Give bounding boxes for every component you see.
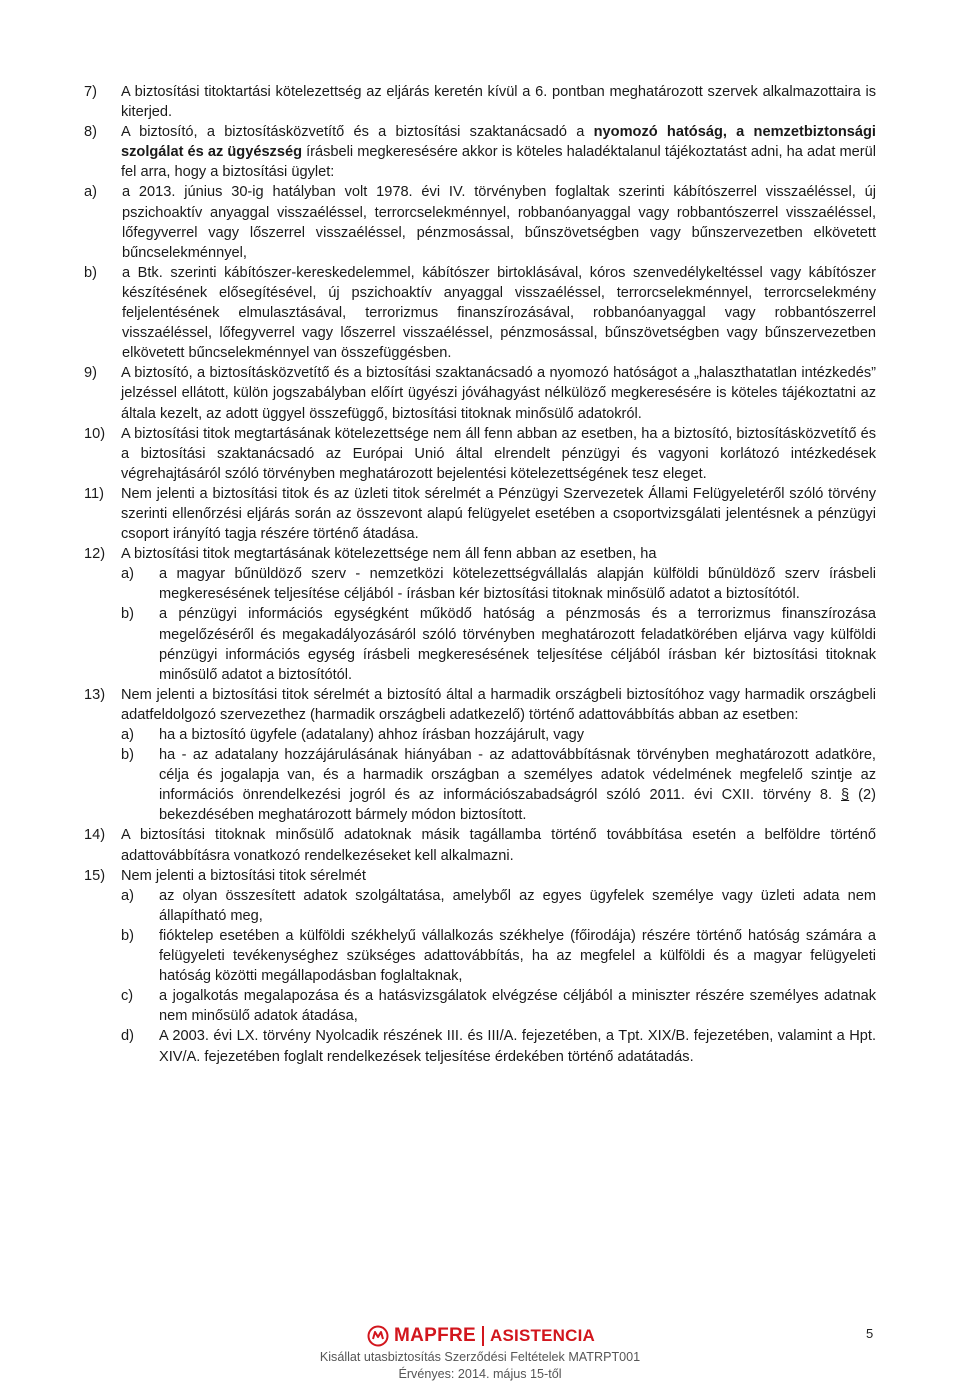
subclause: [121, 986, 876, 1026]
subclause-letter: d): [121, 1028, 134, 1045]
clause-7: [84, 82, 876, 122]
clause-text: A biztosítási titok megtartásának kötelezettsége nem áll fenn abban az esetben, ha a biztosító, biztosításközvetítő és a biztosítási szaktanácsadó az Európai Unió által elrendelt pénzügyi és vagyoni korlátozó intézkedések végrehajtásáról szóló törvényben meghatározott bejelentési kötelezettségének tesz eleget.: [121, 425, 876, 482]
subclause: [121, 886, 876, 926]
subclause-letter: a): [84, 184, 97, 201]
subclause: [121, 745, 876, 825]
brand-primary: MAPFRE: [394, 1324, 477, 1346]
clause-intro: Nem jelenti a biztosítási titok sérelmét: [121, 867, 366, 884]
footer-document-title: Kisállat utasbiztosítás Szerződési Feltételek MATRPT001: [319, 1350, 641, 1364]
clause-8: [84, 122, 876, 363]
clause-intro: Nem jelenti a biztosítási titok sérelmét a biztosító által a harmadik országbeli biztosítóhoz vagy harmadik országbeli adatfeldolgozó szervezethez (harmadik országbeli adatkezelő) történő adattovábbítás abban az esetben:: [121, 686, 876, 723]
subclause: [84, 263, 876, 363]
subclause: [84, 182, 876, 262]
subclause: [121, 1026, 876, 1066]
clause-15: [84, 866, 876, 1067]
clause-intro-text: írásbeli megkeresésére akkor is köteles haladéktalanul tájékoztatást adni, ha adat merül fel arra, hogy a biztosítási ügylet:: [121, 144, 876, 181]
clause-intro-bold: nyomozó hatóság, a nemzetbiztonsági szolgálat és az ügyészség: [121, 124, 876, 161]
clause-number: 15): [84, 867, 106, 884]
brand-divider: [482, 1326, 484, 1346]
clause-number: 13): [84, 686, 106, 703]
subclause-letter: a): [121, 727, 134, 743]
clause-number: 12): [84, 546, 106, 563]
clause-text: A biztosítási titoknak minősülő adatoknak másik tagállamba történő továbbítása esetén a belföldre történő adattovábbításra vonatkozó rendelkezéseket kell alkalmazni.: [121, 827, 876, 864]
subclause-letter: b): [121, 606, 134, 623]
subclause-letter: c): [121, 988, 134, 1005]
clause-number: 7): [84, 84, 97, 100]
subclause-text: [159, 745, 876, 825]
subclause-letter: b): [84, 264, 97, 281]
clause-text: Nem jelenti a biztosítási titok és az üzleti titok sérelmét a Pénzügyi Szervezetek Állami Felügyeletéről szóló törvény szerinti ellenőrzési eljárás során az összevont alapú felügyelet esetében a csoportvizsgálati jelentésnek a pénzügyi csoport irányító tagja részére történő átadása.: [121, 485, 876, 543]
clause-number: 8): [84, 124, 97, 141]
clause-intro: [121, 122, 876, 182]
clause-number: 10): [84, 425, 106, 442]
subclause-text-part: (2) bekezdésében meghatározott bármely módon biztosított.: [159, 787, 876, 824]
subclause-text: a magyar bűnüldöző szerv - nemzetközi kötelezettségvállalás alapján külföldi bűnüldöző szerv írásbeli megkeresésének teljesítése céljából - írásban kér biztosítási titoknak minősülő adatot a biztosítótól.: [159, 566, 876, 603]
clause-13: [84, 685, 876, 826]
subclause-text: a pénzügyi információs egységként működő hatóság a pénzmosás és a terrorizmus finanszírozása megelőzéséről és megakadályozásáról szóló törvényben meghatározott feladatkörében eljárva vagy külföldi pénzügyi információs egység írásbeli megkeresésének teljesítése céljából írásban kér biztosítási titoknak minősülő adatot a biztosítótól.: [159, 606, 876, 683]
subclause: [121, 564, 876, 604]
clause-text: A biztosítási titoktartási kötelezettség az eljárás keretén kívül a 6. pontban meghatározott szervek alkalmazottaira is kiterjed.: [121, 84, 876, 121]
clause-11: [84, 484, 876, 544]
brand-secondary: ASISTENCIA: [490, 1325, 595, 1345]
subclause-text: A 2003. évi LX. törvény Nyolcadik részének III. és III/A. fejezetében, a Tpt. XIX/B. fejezetében, valamint a Hpt. XIV/A. fejezetében foglalt rendelkezések teljesítése érdekében történő adatátadás.: [159, 1028, 876, 1065]
subclause: [121, 604, 876, 684]
clause-intro: A biztosítási titok megtartásának kötelezettsége nem áll fenn abban az esetben, ha: [121, 546, 657, 563]
footer-logo: [367, 1323, 595, 1349]
subclause-text: fióktelep esetében a külföldi székhelyű vállalkozás székhelye (főirodája) részére történő hatóság számára a felügyeleti tevékenységhez szükséges adattovábbítás, ha az megfelel a külföldi és a magyar felügyeleti hatóság közötti megállapodásban foglaltaknak,: [159, 927, 876, 985]
page-number: 5: [866, 1326, 874, 1341]
mapfre-logo-icon: [367, 1325, 389, 1347]
clause-text: A biztosító, a biztosításközvetítő és a biztosítási szaktanácsadó a nyomozó hatóságot a „halaszthatatlan intézkedés” jelzéssel ellátott, külön jogszabályban előírt ügyészi jóváhagyást nélkülöző megkeresésére is köteles tájékoztatni az általa kezelt, az adott üggyel összefüggő, biztosítási titoknak minősülő adatokról.: [121, 365, 876, 422]
document-body: [84, 82, 876, 1067]
clause-number: 9): [84, 365, 97, 382]
section-link[interactable]: §: [841, 787, 850, 804]
subclause-text: az olyan összesített adatok szolgáltatása, amelyből az egyes ügyfelek személye vagy üzleti adata nem állapítható meg,: [159, 887, 876, 924]
subclause: [121, 926, 876, 986]
clause-number: 14): [84, 827, 106, 844]
subclause-letter: b): [121, 927, 134, 944]
footer-validity: Érvényes: 2014. május 15-től: [398, 1367, 562, 1381]
subclause-letter: b): [121, 747, 134, 764]
subclause: [121, 725, 876, 745]
subclause-text: a Btk. szerinti kábítószer-kereskedelemmel, kábítószer birtoklásával, kóros szenvedélykeltéssel vagy kábítószer készítésének elősegítésével, új pszichoaktív anyaggal visszaéléssel, terrorcselekménnyel, terrorcselekmény feljelentésének elmulasztásával, terrorizmus finanszírozásával, robbanóanyaggal vagy robbantószerrel visszaéléssel, lőfegyverrel vagy lőszerrel visszaéléssel, pénzmosással, bűnszövetségben vagy bűnszervezetben elkövetett bűncselekménnyel van összefüggésben.: [122, 264, 876, 362]
clause-number: 11): [84, 485, 105, 502]
subclause-letter: a): [121, 566, 134, 583]
subclause-text: a jogalkotás megalapozása és a hatásvizsgálatok elvégzése céljából a miniszter részére személyes adatnak nem minősülő adatok átadása,: [159, 988, 876, 1025]
subclause-text-part: ha - az adatalany hozzájárulásának hiányában - az adattovábbításnak törvényben meghatározott adatköre, célja és jogalapja van, és a harmadik országban a személyes adatok védelmének megfelelő szintje az információs önrendelkezési jogról és az információszabadságról szóló 2011. évi CXII. törvény 8.: [159, 747, 876, 804]
clause-intro-text: A biztosító, a biztosításközvetítő és a biztosítási szaktanácsadó a: [121, 124, 594, 141]
subclause-text: a 2013. június 30-ig hatályban volt 1978. évi IV. törvényben foglaltak szerinti kábítószerrel visszaéléssel, új pszichoaktív anyaggal visszaéléssel, terrorcselekménnyel, robbanóanyaggal vagy robbantószerrel visszaéléssel, lőfegyverrel vagy lőszerrel visszaéléssel, pénzmosással, bűnszövetségben vagy bűnszervezetben elkövetett bűncselekménnyel,: [122, 184, 876, 261]
subclause-text: ha a biztosító ügyfele (adatalany) ahhoz írásban hozzájárult, vagy: [159, 727, 585, 743]
clause-14: [84, 825, 876, 865]
subclause-letter: a): [121, 887, 134, 904]
clause-12: [84, 544, 876, 685]
clause-10: [84, 424, 876, 484]
clause-9: [84, 363, 876, 423]
